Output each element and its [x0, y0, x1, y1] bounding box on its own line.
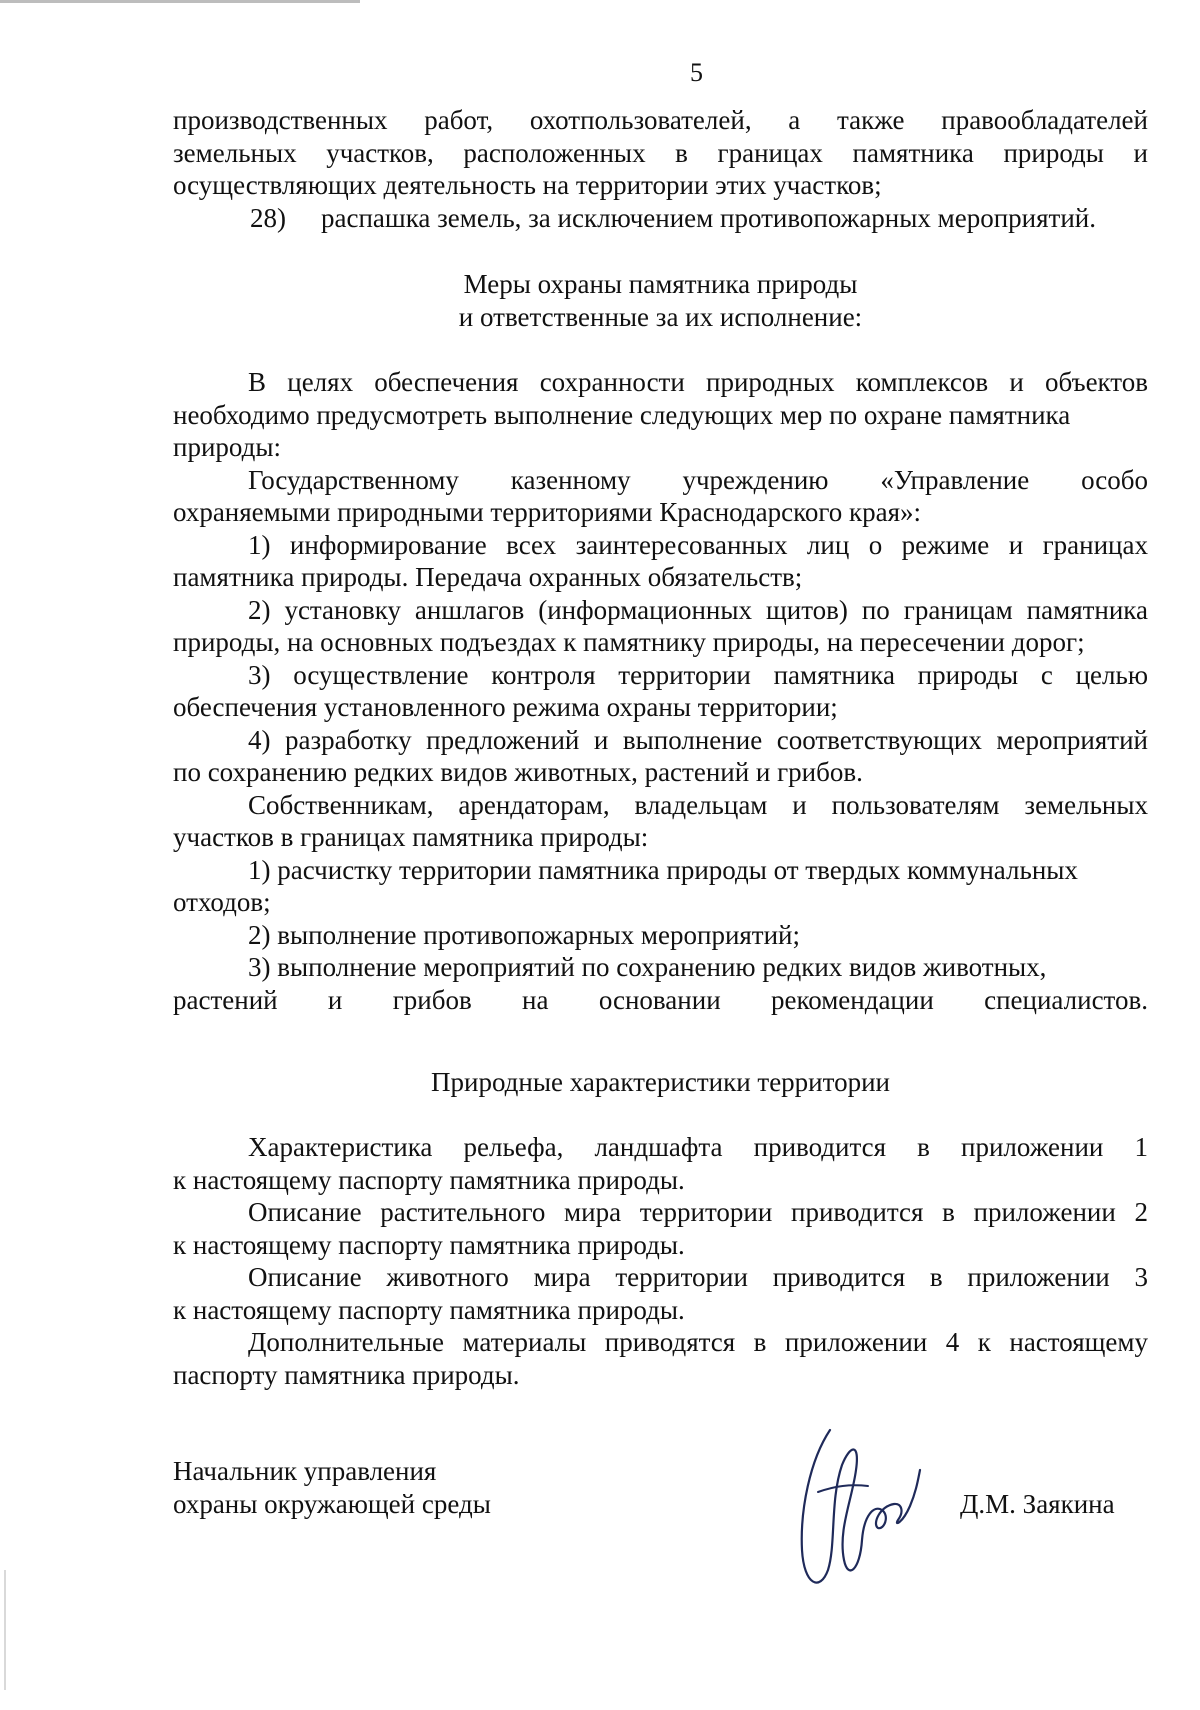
- signature-stroke: [802, 1430, 920, 1583]
- heading-line: Природные характеристики территории: [431, 1067, 890, 1097]
- signatory-position-line: Начальник управления: [173, 1456, 437, 1486]
- measures-body: [173, 366, 1148, 1016]
- handwritten-signature: [790, 1420, 930, 1595]
- text-line: 2) установку аншлагов (информационных щитов) по границам памятника: [248, 594, 1148, 625]
- heading-line: Меры охраны памятника природы: [463, 269, 858, 299]
- text-line: охраняемыми природными территориями Краснодарского края»:: [173, 497, 922, 527]
- signature-stroke: [818, 1485, 868, 1492]
- measures-heading: [173, 268, 1148, 333]
- text-line: производственных работ, охотпользователей, а также правообладателей: [173, 105, 1148, 135]
- text-line: к настоящему паспорту памятника природы.: [173, 1294, 685, 1325]
- text-line: 3) осуществление контроля территории памятника природы с целью: [248, 659, 1148, 690]
- text-line: необходимо предусмотреть выполнение следующих мер по охране памятника: [173, 399, 1071, 430]
- text-line: паспорту памятника природы.: [173, 1359, 520, 1390]
- text-line: Государственному казенному учреждению «Управление особо: [248, 464, 1148, 495]
- text-line: к настоящему паспорту памятника природы.: [173, 1229, 685, 1260]
- heading-line: и ответственные за их исполнение:: [458, 301, 863, 332]
- continuation-paragraph: [173, 104, 1148, 202]
- text-line: 4) разработку предложений и выполнение соответствующих мероприятий: [248, 724, 1148, 755]
- text-line: 3) выполнение мероприятий по сохранению редких видов животных,: [248, 952, 1047, 982]
- text-line: к настоящему паспорту памятника природы.: [173, 1164, 685, 1195]
- text-line: Описание животного мира территории приводится в приложении 3: [248, 1262, 1148, 1292]
- text-line: Дополнительные материалы приводятся в приложении 4 к настоящему: [248, 1327, 1148, 1357]
- text-line: земельных участков, расположенных в границах памятника природы и: [173, 137, 1148, 168]
- page-number: 5: [690, 58, 703, 87]
- nature-body: [173, 1131, 1148, 1391]
- text-line: 1) информирование всех заинтересованных лиц о режиме и границах: [248, 529, 1148, 560]
- scan-margin-mark: [4, 1570, 6, 1690]
- text-line: Характеристика рельефа, ландшафта приводится в приложении 1: [248, 1132, 1148, 1162]
- text-line: по сохранению редких видов животных, растений и грибов.: [173, 757, 863, 787]
- text-line: В целях обеспечения сохранности природных комплексов и объектов: [248, 367, 1148, 397]
- text-line: обеспечения установленного режима охраны территории;: [173, 692, 838, 722]
- list-item-text: распашка земель, за исключением противопожарных мероприятий.: [321, 203, 1096, 233]
- text-line: Собственникам, арендаторам, владельцам и пользователям земельных: [248, 789, 1148, 820]
- scan-edge-line: [0, 0, 360, 3]
- text-line: природы, на основных подъездах к памятнику природы, на пересечении дорог;: [173, 627, 1085, 657]
- signatory-position-line: охраны окружающей среды: [173, 1489, 491, 1519]
- signatory-position: [173, 1455, 491, 1521]
- text-line: 2) выполнение противопожарных мероприятий;: [248, 919, 801, 950]
- list-item-number: 28): [250, 203, 286, 233]
- text-line: 1) расчистку территории памятника природы от твердых коммунальных: [248, 854, 1078, 885]
- text-line: Описание растительного мира территории приводится в приложении 2: [248, 1197, 1148, 1227]
- text-line: участков в границах памятника природы:: [173, 822, 649, 852]
- text-line: природы:: [173, 432, 281, 462]
- text-line: отходов;: [173, 887, 271, 917]
- text-line: растений и грибов на основании рекомендации специалистов.: [173, 984, 1148, 1015]
- text-line: памятника природы. Передача охранных обязательств;: [173, 562, 803, 592]
- signatory-name: Д.М. Заякина: [960, 1489, 1115, 1519]
- text-line: осуществляющих деятельность на территории этих участков;: [173, 170, 882, 200]
- nature-heading: [173, 1066, 1148, 1099]
